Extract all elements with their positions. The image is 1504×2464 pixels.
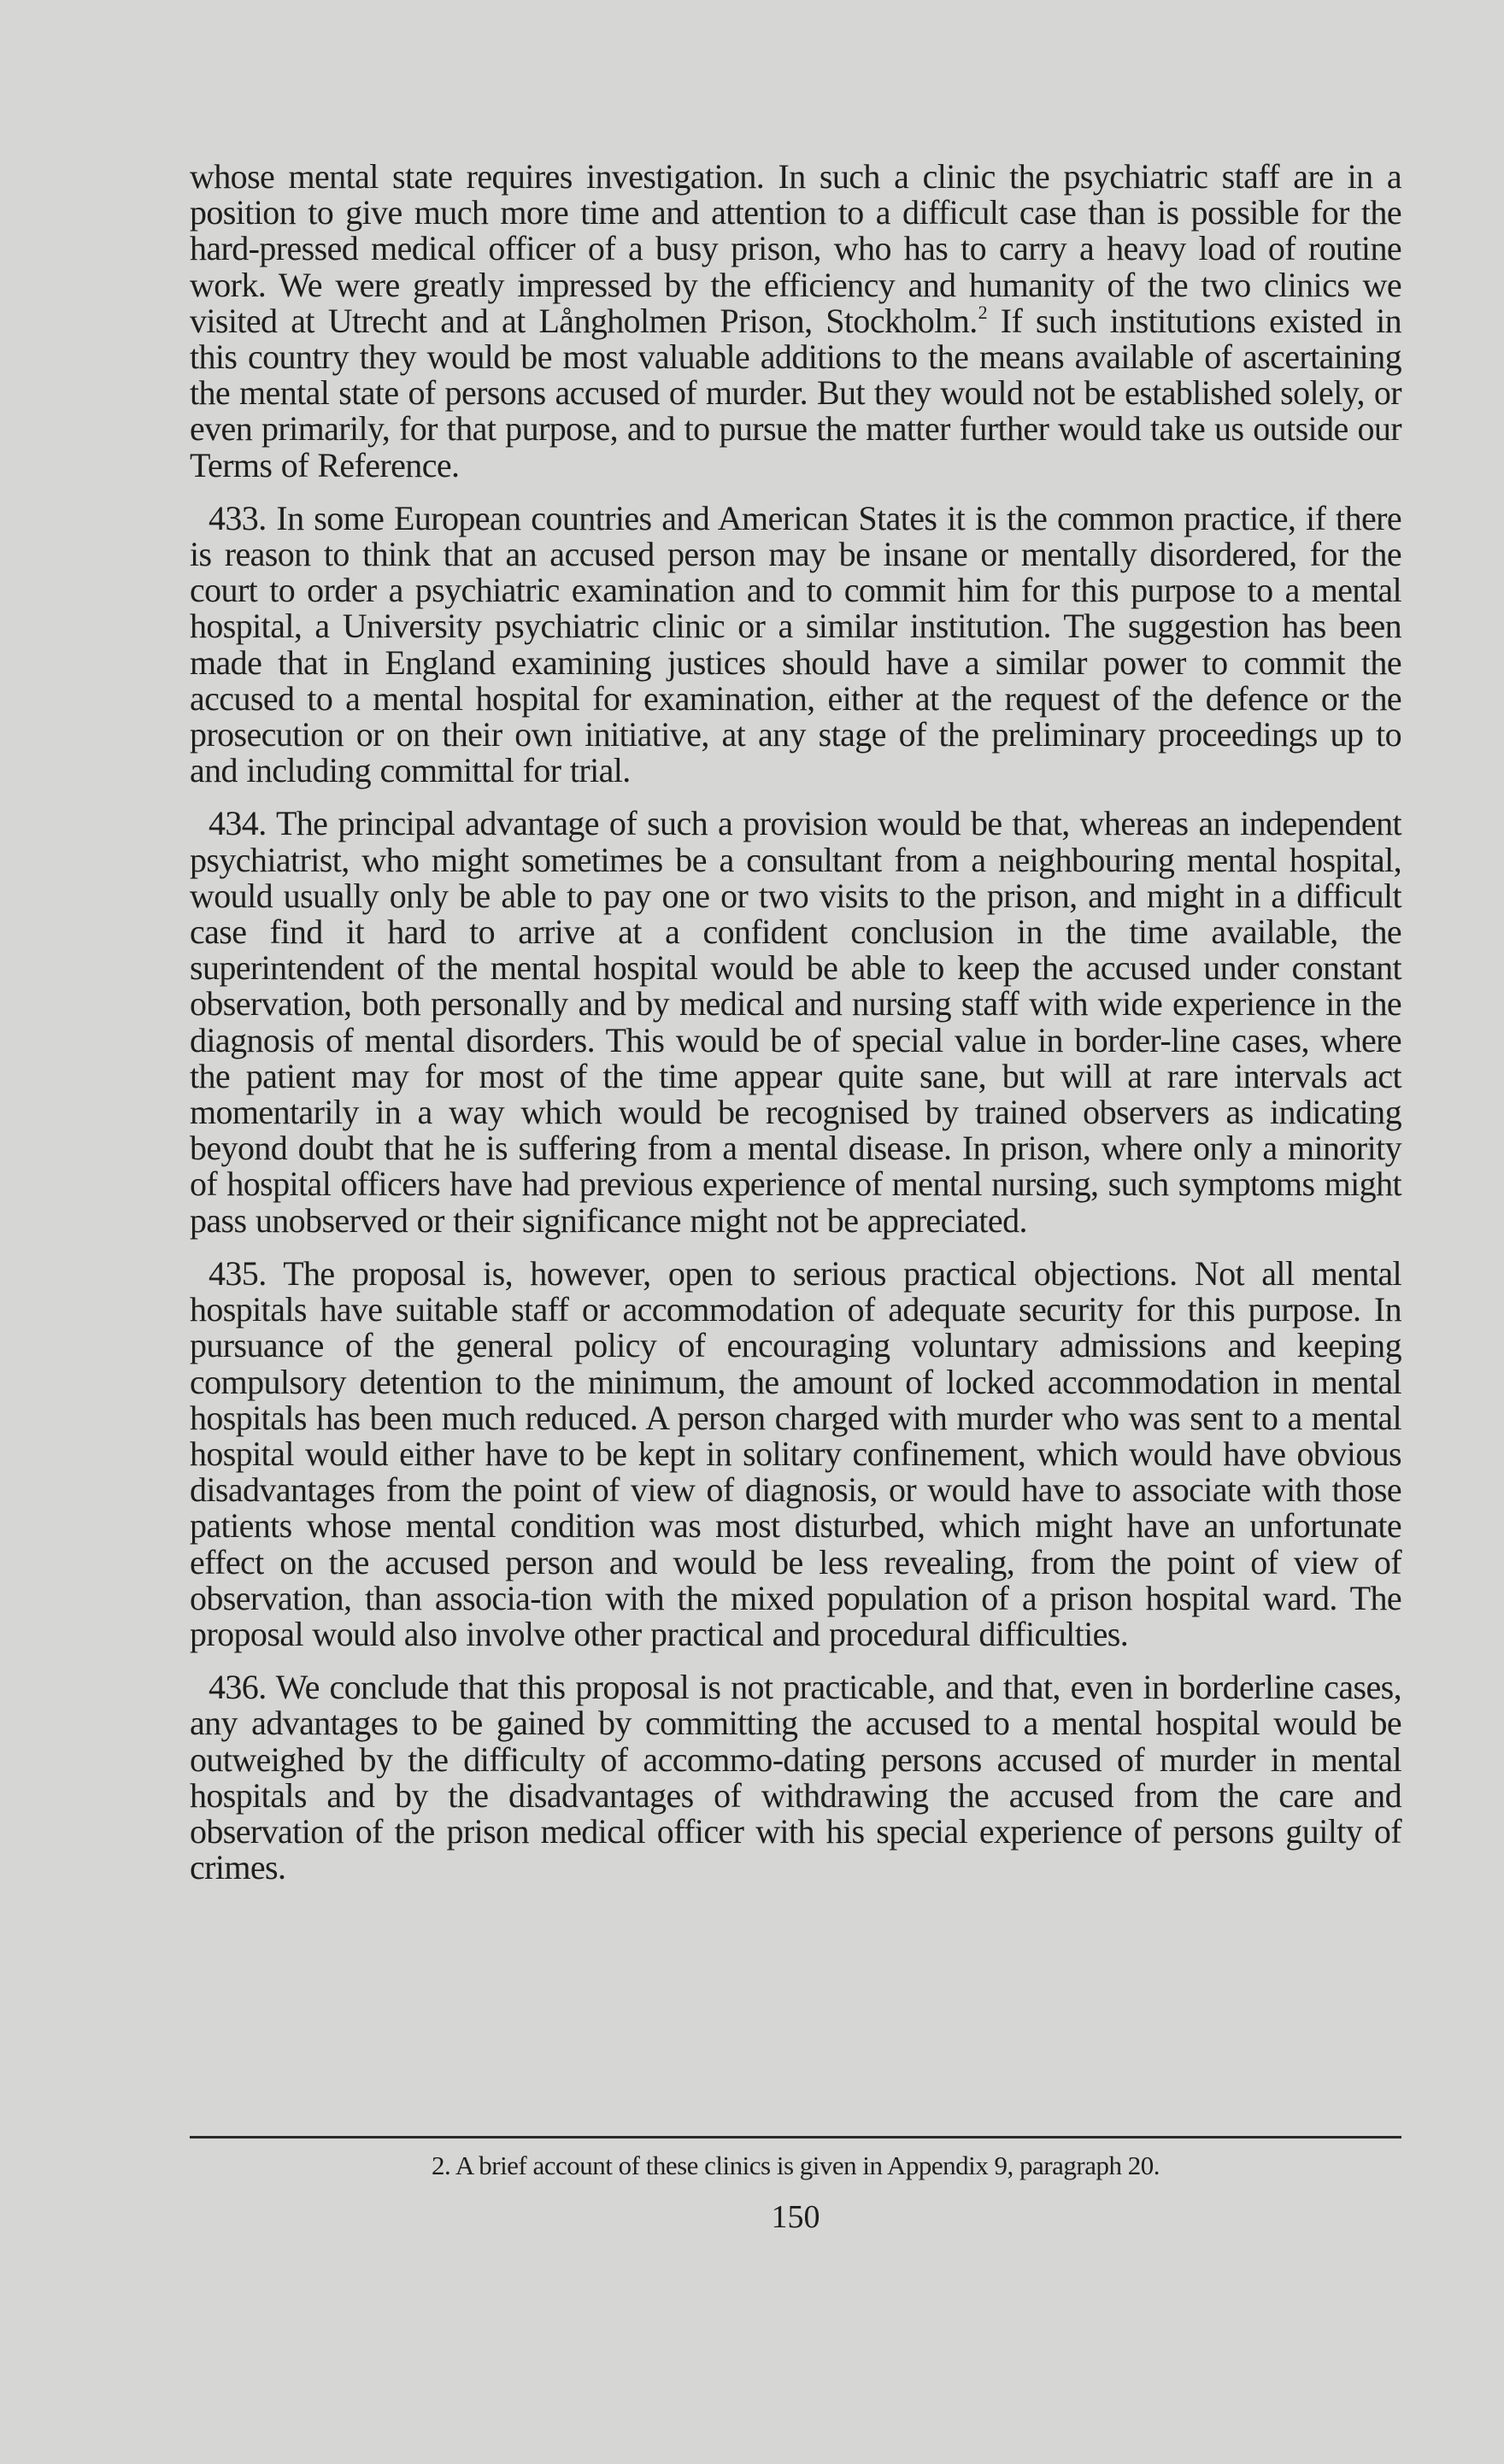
paragraph-continued bbox=[190, 159, 1401, 484]
footnote-2 bbox=[190, 2149, 1401, 2183]
page-number: 150 bbox=[771, 2199, 820, 2235]
paragraph-number: 436. bbox=[209, 1668, 267, 1707]
paragraph-number: 433. bbox=[209, 498, 267, 537]
footnote-marker: 2. bbox=[432, 2150, 451, 2180]
footnote-divider bbox=[190, 2136, 1401, 2138]
paragraph-436 bbox=[190, 1669, 1401, 1886]
footnote-reference[interactable]: 2 bbox=[978, 301, 988, 323]
paragraph-text: The principal advantage of such a provision would be that, whereas an independent psychiatrist, who might sometimes be a consultant from a neighbouring mental hospital, would usually only be able to pay one or two visits to the prison, and might in a difficult case find it hard to arrive at a confident conclusion in the time available, the superintendent of the mental hospital would be able to keep the accused under constant observation, both personally and by medical and nursing staff with wide experience in the diagnosis of mental disorders. This would be of special value in border-line cases, where the patient may for most of the time appear quite sane, but will at rare intervals act momentarily in a way which would be recognised by trained observers as indicating beyond doubt that he is suffering from a mental disease. In prison, where only a minority of hospital officers have had previous experience of mental nursing, such symptoms might pass unobserved or their significance might not be appreciated. bbox=[190, 804, 1402, 1240]
paragraph-number: 435. bbox=[209, 1253, 267, 1293]
paragraph-434 bbox=[190, 806, 1401, 1238]
paragraph-435 bbox=[190, 1253, 1401, 1653]
footnote-text: A brief account of these clinics is given in Appendix 9, paragraph 20. bbox=[455, 2150, 1160, 2180]
page-body bbox=[190, 159, 1401, 1886]
paragraph-number: 434. bbox=[209, 804, 267, 843]
paragraph-text-before-footnote: whose mental state requires investigation. In such a clinic the psychiatric staff are in a position to give much more time and attention to a difficult case than is possible for the hard-pressed medical officer of a busy prison, who has to carry a heavy load of routine work. We were greatly impressed by the efficiency and humanity of the two clinics we visited at Utrecht and at Långholmen Prison, Stockholm. bbox=[190, 157, 1401, 340]
paragraph-text: The proposal is, however, open to serious practical objections. Not all mental hospitals have suitable staff or accommodation of adequate security for this purpose. In pursuance of the general policy of encouraging voluntary admissions and keeping compulsory detention to the minimum, the amount of locked accommodation in mental hospitals has been much reduced. A person charged with murder who was sent to a mental hospital would either have to be kept in solitary confinement, which would have obvious disadvantages from the point of view of diagnosis, or would have to associate with those patients whose mental condition was most disturbed, which might have an unfortunate effect on the accused person and would be less revealing, from the point of view of observation, than associa-tion with the mixed population of a prison hospital ward. The proposal would also involve other practical and procedural difficulties. bbox=[190, 1253, 1401, 1653]
paragraph-text: In some European countries and American States it is the common practice, if there is reason to think that an accused person may be insane or mentally disordered, for the court to order a psychiatric examination and to commit him for this purpose to a mental hospital, a University psychiatric clinic or a similar institution. The suggestion has been made that in England examining justices should have a similar power to commit the accused to a mental hospital for examination, either at the request of the defence or the prosecution or on their own initiative, at any stage of the preliminary proceedings up to and including committal for trial. bbox=[190, 498, 1401, 790]
paragraph-text: We conclude that this proposal is not practicable, and that, even in borderline cases, any advantages to be gained by committing the accused to a mental hospital would be outweighed by the difficulty of accommo-dating persons accused of murder in mental hospitals and by the disadvantages of withdrawing the accused from the care and observation of the prison medical officer with his special experience of persons guilty of crimes. bbox=[190, 1668, 1401, 1887]
paragraph-433 bbox=[190, 498, 1401, 790]
paragraph-text-after-footnote: If such institutions existed in this country they would be most valuable additions to the means available of ascertaining the mental state of persons accused of murder. But they would not be established solely, or even primarily, for that purpose, and to pursue the matter further would take us outside our Terms of Reference. bbox=[190, 301, 1401, 484]
